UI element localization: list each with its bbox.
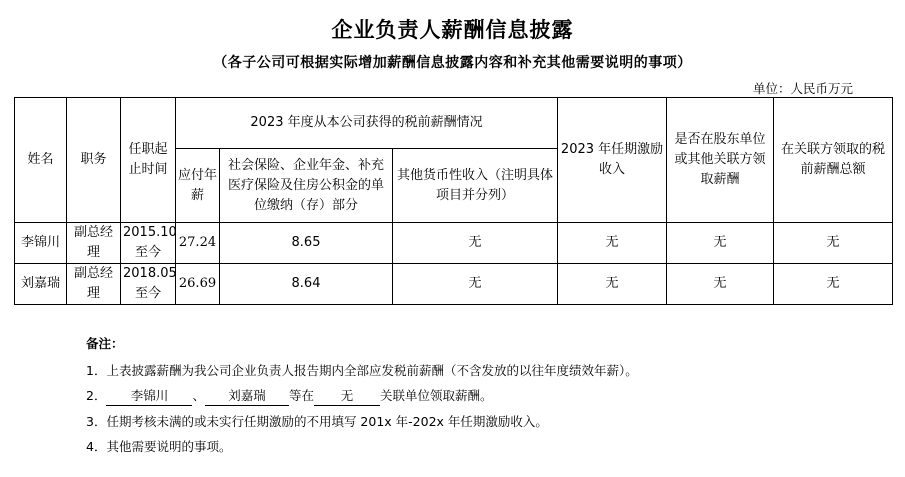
salary-disclosure-table bbox=[14, 97, 893, 305]
header-2023-salary-group: 2023 年度从本公司获得的税前薪酬情况 bbox=[176, 98, 558, 149]
notes-title: 备注： bbox=[86, 336, 124, 351]
cell-other-income: 无 bbox=[393, 264, 558, 305]
header-term-incentive: 2023 年任期激励收入 bbox=[558, 98, 667, 223]
header-social-insurance: 社会保险、企业年金、补充医疗保险及住房公积金的单位缴纳（存）部分 bbox=[220, 149, 393, 223]
cell-other-income: 无 bbox=[393, 223, 558, 264]
tenure-end: 至今 bbox=[134, 286, 161, 301]
cell-term-incentive: 无 bbox=[558, 264, 667, 305]
cell-related-total: 无 bbox=[774, 264, 893, 305]
note-item-2 bbox=[86, 387, 846, 406]
header-shareholder-paid: 是否在股东单位或其他关联方领取薪酬 bbox=[667, 98, 774, 223]
currency-unit-label: 单位：人民币万元 bbox=[752, 81, 853, 96]
cell-name: 刘嘉瑞 bbox=[15, 264, 67, 305]
note-2-mid: 等在 bbox=[288, 388, 314, 403]
header-related-total: 在关联方领取的税前薪酬总额 bbox=[774, 98, 893, 223]
tenure-start: 2015.10 bbox=[123, 225, 177, 240]
cell-shareholder-paid: 无 bbox=[667, 223, 774, 264]
cell-annual-salary: 26.69 bbox=[176, 264, 220, 305]
page-subtitle: （各子公司可根据实际增加薪酬信息披露内容和补充其他需要说明的事项） bbox=[213, 55, 692, 71]
note-2-prefix: 2． bbox=[86, 388, 107, 403]
cell-social-insurance: 8.64 bbox=[220, 264, 393, 305]
fill-blank-name-1: 李锦川 bbox=[106, 387, 192, 406]
table-row bbox=[15, 264, 893, 305]
note-2-suffix: 关联单位领取薪酬。 bbox=[379, 388, 493, 403]
header-name: 姓名 bbox=[15, 98, 67, 223]
note-item-4: 4．其他需要说明的事项。 bbox=[86, 439, 232, 454]
cell-name: 李锦川 bbox=[15, 223, 67, 264]
header-other-income: 其他货币性收入（注明具体项目并分列） bbox=[393, 149, 558, 223]
header-tenure: 任职起止时间 bbox=[121, 98, 176, 223]
cell-shareholder-paid: 无 bbox=[667, 264, 774, 305]
cell-related-total: 无 bbox=[774, 223, 893, 264]
fill-blank-unit: 无 bbox=[314, 387, 380, 406]
note-item-1: 1．上表披露薪酬为我公司企业负责人报告期内全部应发税前薪酬（不含发放的以往年度绩效年薪）。 bbox=[86, 363, 638, 378]
cell-tenure bbox=[121, 223, 176, 264]
cell-annual-salary: 27.24 bbox=[176, 223, 220, 264]
fill-blank-name-2: 刘嘉瑞 bbox=[205, 387, 289, 406]
cell-tenure bbox=[121, 264, 176, 305]
cell-term-incentive: 无 bbox=[558, 223, 667, 264]
note-item-3: 3．任期考核未满的或未实行任期激励的不用填写 201x 年-202x 年任期激励收入。 bbox=[86, 414, 548, 429]
cell-position: 副总经理 bbox=[67, 223, 121, 264]
notes-section bbox=[86, 334, 846, 463]
tenure-start: 2018.05 bbox=[123, 266, 177, 281]
table-row bbox=[15, 223, 893, 264]
header-position: 职务 bbox=[67, 98, 121, 223]
page-title: 企业负责人薪酬信息披露 bbox=[331, 17, 574, 42]
cell-social-insurance: 8.65 bbox=[220, 223, 393, 264]
note-2-separator: 、 bbox=[192, 388, 205, 403]
header-annual-salary: 应付年薪 bbox=[176, 149, 220, 223]
cell-position: 副总经理 bbox=[67, 264, 121, 305]
tenure-end: 至今 bbox=[134, 245, 161, 260]
